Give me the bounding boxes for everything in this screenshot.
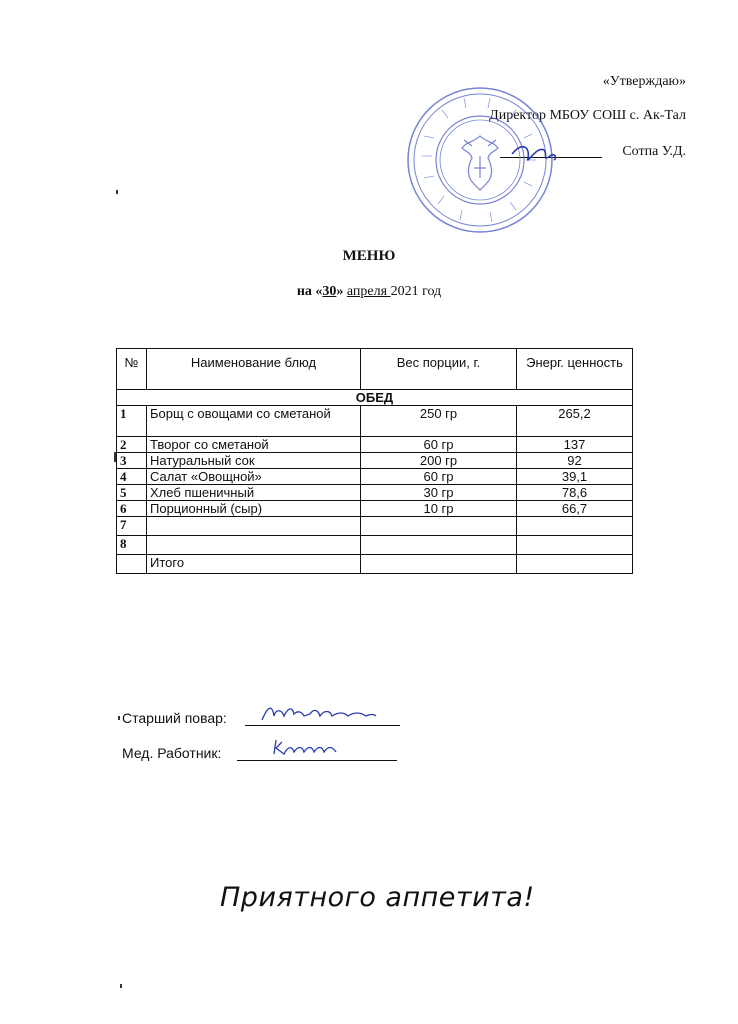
table-row [117, 437, 633, 453]
row-energy: 265,2 [517, 406, 633, 437]
row-weight: 200 гр [361, 453, 517, 469]
closing-phrase: Приятного аппетита! [220, 882, 535, 913]
section-title: ОБЕД [117, 390, 633, 406]
med-signature-line [237, 760, 397, 761]
row-energy: 78,6 [517, 485, 633, 501]
row-dish-name: Салат «Овощной» [147, 469, 361, 485]
row-energy: 39,1 [517, 469, 633, 485]
scan-speck [114, 452, 116, 462]
approval-line-2: Директор МБОУ СОШ с. Ак-Тал [489, 108, 686, 123]
row-weight [361, 517, 517, 536]
row-number: 2 [117, 437, 147, 453]
document-date [0, 284, 738, 300]
date-mid: » [336, 284, 347, 299]
table-row [117, 469, 633, 485]
table-row [117, 485, 633, 501]
row-energy: 92 [517, 453, 633, 469]
row-number: 1 [117, 406, 147, 437]
row-number: 4 [117, 469, 147, 485]
table-row [117, 501, 633, 517]
chef-signature [258, 700, 378, 724]
row-dish-name: Творог со сметаной [147, 437, 361, 453]
table-row [117, 536, 633, 555]
row-energy: 66,7 [517, 501, 633, 517]
table-row [117, 453, 633, 469]
row-energy [517, 536, 633, 555]
col-header-name: Наименование блюд [147, 349, 361, 390]
date-prefix: на « [296, 284, 323, 299]
row-dish-name [147, 517, 361, 536]
total-row [117, 555, 633, 574]
row-weight: 250 гр [361, 406, 517, 437]
row-weight: 60 гр [361, 437, 517, 453]
row-number: 7 [117, 517, 147, 536]
row-dish-name: Натуральный сок [147, 453, 361, 469]
scan-speck [120, 984, 122, 988]
row-weight [361, 536, 517, 555]
row-weight: 60 гр [361, 469, 517, 485]
row-number: 5 [117, 485, 147, 501]
row-weight: 10 гр [361, 501, 517, 517]
med-label: Мед. Работник: [122, 745, 222, 761]
row-number: 3 [117, 453, 147, 469]
scan-speck [116, 190, 118, 194]
col-header-number: № [117, 349, 147, 390]
section-row [117, 390, 633, 406]
col-header-weight: Вес порции, г. [361, 349, 517, 390]
row-dish-name: Хлеб пшеничный [147, 485, 361, 501]
scan-speck [118, 716, 120, 720]
chef-label: Старший повар: [122, 710, 227, 726]
row-dish-name: Порционный (сыр) [147, 501, 361, 517]
row-energy [517, 517, 633, 536]
row-weight: 30 гр [361, 485, 517, 501]
row-dish-name: Борщ с овощами со сметаной [147, 406, 361, 437]
official-stamp [404, 86, 556, 234]
row-number: 8 [117, 536, 147, 555]
menu-table [116, 348, 633, 574]
col-header-energy: Энерг. ценность [517, 349, 633, 390]
row-number: 6 [117, 501, 147, 517]
row-energy: 137 [517, 437, 633, 453]
chef-signature-line [245, 725, 400, 726]
document-title: МЕНЮ [342, 248, 396, 264]
date-year: 2021 год [390, 284, 442, 299]
table-row [117, 406, 633, 437]
table-row [117, 517, 633, 536]
med-signature [270, 736, 340, 758]
table-header-row [117, 349, 633, 390]
row-dish-name [147, 536, 361, 555]
date-month: апреля [346, 284, 391, 299]
approval-line-1: «Утверждаю» [602, 74, 686, 89]
date-day: 30 [322, 284, 337, 299]
total-label: Итого [147, 555, 361, 574]
approval-signer: Сотпа У.Д. [622, 144, 686, 159]
